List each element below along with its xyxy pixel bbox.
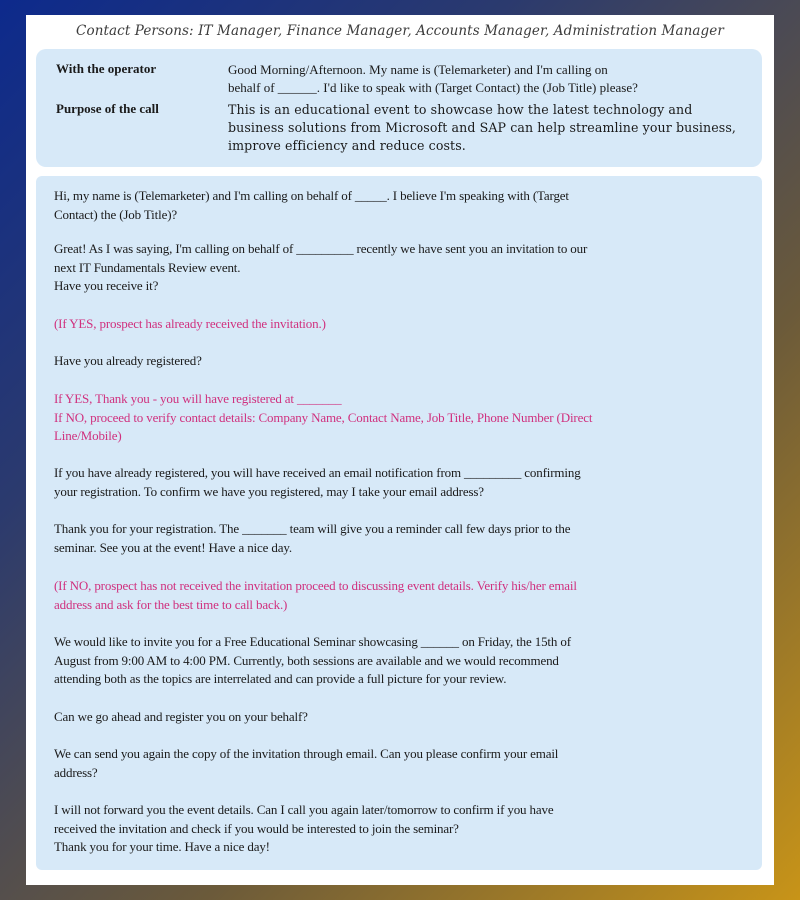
contact-persons-header: Contact Persons: IT Manager, Finance Manager, Accounts Manager, Administration Manager — [76, 23, 724, 39]
script-note: If YES, Thank you - you will have registered at _______ If NO, proceed to verify contact details: Company Name, Contact Name, Job Title, Phone Number (Direct Line/Mobile) — [54, 391, 593, 443]
call-script-panel — [36, 176, 762, 870]
purpose-text: This is an educational event to showcase how the latest technology and business solutions from Microsoft and SAP can help streamline your business, improve efficiency and reduce costs. — [228, 102, 737, 153]
script-paragraph: We would like to invite you for a Free Educational Seminar showcasing ______ on Friday, the 15th of August from 9:00 AM to 4:00 PM. Currently, both sessions are available and we would recommend attending both as the topics are interrelated and can provide a full picture for your review. — [54, 634, 571, 686]
script-paragraph: Can we go ahead and register you on your behalf? — [54, 709, 308, 724]
script-document — [26, 15, 774, 885]
script-paragraph: Hi, my name is (Telemarketer) and I'm calling on behalf of _____. I believe I'm speaking with (Target Contact) the (Job Title)? — [54, 188, 569, 222]
operator-label: With the operator — [56, 61, 157, 76]
script-paragraph: We can send you again the copy of the invitation through email. Can you please confirm your email address? — [54, 746, 559, 780]
script-paragraph: I will not forward you the event details. Can I call you again later/tomorrow to confirm if you have received the invitation and check if you would be interested to join the seminar? Thank you for your time. Have a nice day! — [54, 802, 554, 854]
script-paragraph: Thank you for your registration. The _______ team will give you a reminder call few days prior to the seminar. See you at the event! Have a nice day. — [54, 521, 571, 555]
script-paragraph: If you have already registered, you will have received an email notification from _________ confirming your registration. To confirm we have you registered, may I take your email address? — [54, 465, 581, 499]
script-note: (If YES, prospect has already received the invitation.) — [54, 316, 326, 331]
script-paragraph: Great! As I was saying, I'm calling on behalf of _________ recently we have sent you an invitation to our next IT Fundamentals Review event. Have you receive it? — [54, 241, 588, 293]
script-note: (If NO, prospect has not received the invitation proceed to discussing event details. Verify his/her email address and ask for the best time to call back.) — [54, 578, 577, 612]
purpose-label: Purpose of the call — [56, 101, 159, 116]
intro-panel — [36, 49, 762, 167]
operator-text: Good Morning/Afternoon. My name is (Telemarketer) and I'm calling on behalf of ______. I'd like to speak with (Target Contact) the (Job Title) please? — [228, 62, 638, 95]
script-paragraph: Have you already registered? — [54, 353, 202, 368]
